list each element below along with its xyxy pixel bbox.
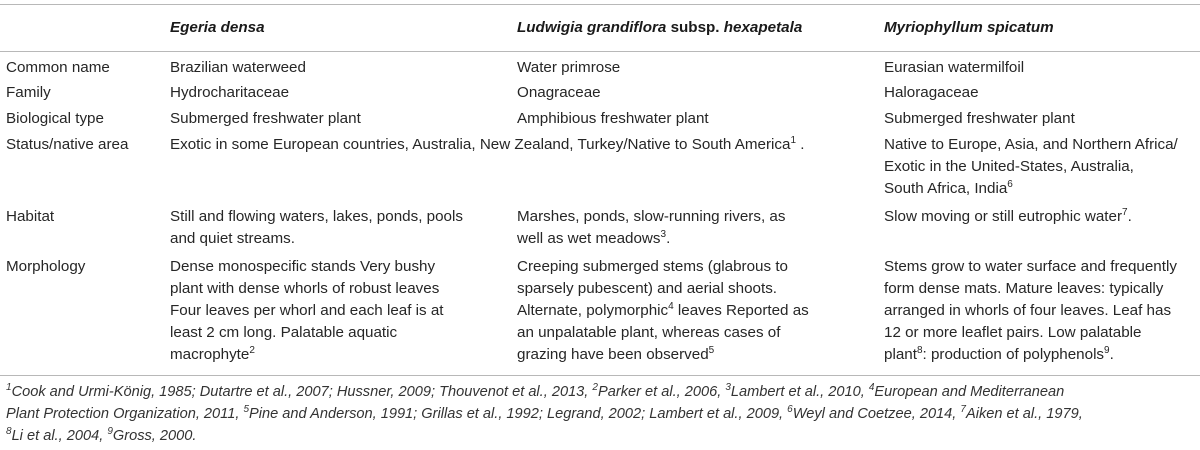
- myrio-morphology-line-2: form dense mats. Mature leaves: typically: [884, 280, 1164, 297]
- row-label-family: Family: [6, 84, 51, 101]
- ludwigia-common-name: Water primrose: [517, 59, 621, 76]
- footnote-sup: 8: [6, 426, 12, 438]
- myrio-status-line-1: Native to Europe, Asia, and Northern Africa/: [884, 136, 1178, 153]
- egeria-morphology-line-2: plant with dense whorls of robust leaves: [170, 280, 440, 297]
- table-top-rule: [0, 4, 1200, 5]
- footnote-ref: Pine and Anderson, 1991; Grillas et al., 1992; Legrand, 2002; Lambert et al., 2009,: [249, 406, 788, 422]
- row-label-common-name: Common name: [6, 59, 110, 76]
- ludwigia-morphology-line-3: [517, 300, 809, 322]
- header-myriophyllum: Myriophyllum spicatum: [884, 19, 1054, 36]
- egeria-morphology-sup: 2: [249, 344, 255, 356]
- egeria-morphology-line-5: [170, 344, 255, 366]
- myrio-morphology-line-5b: : production of polyphenols: [922, 346, 1105, 363]
- egeria-morphology-line-1: Dense monospecific stands Very bushy: [170, 258, 436, 275]
- myrio-status-line-3: [884, 178, 1013, 200]
- ludwigia-morphology-line-5: [517, 344, 714, 366]
- egeria-habitat-line-1: Still and flowing waters, lakes, ponds, pools: [170, 208, 463, 225]
- header-ludwigia-species: Ludwigia grandiflora: [517, 19, 667, 36]
- ludwigia-family: Onagraceae: [517, 84, 601, 101]
- ludwigia-habitat-sup: 3: [660, 228, 667, 240]
- footnote-sup: 3: [725, 382, 731, 394]
- footnote-ref: Li et al., 2004,: [11, 428, 108, 444]
- myrio-morphology-line-5a: plant: [884, 346, 917, 363]
- egeria-common-name: Brazilian waterweed: [170, 59, 306, 76]
- egeria-morphology-line-3: Four leaves per whorl and each leaf is at: [170, 302, 444, 319]
- footnote-ref: Gross, 2000.: [112, 428, 197, 444]
- footnote-line-3: [6, 425, 196, 447]
- footnote-ref: Lambert et al., 2010,: [730, 384, 869, 400]
- status-shared-text: Exotic in some European countries, Australia, New Zealand, Turkey/Native to South America: [170, 136, 791, 153]
- footnote-sup: 7: [960, 404, 966, 416]
- ludwigia-morphology-sup-2: 5: [708, 344, 715, 356]
- myrio-common-name: Eurasian watermilfoil: [884, 59, 1025, 76]
- footnote-line-2: [6, 403, 1083, 425]
- myrio-family: Haloragaceae: [884, 84, 979, 101]
- egeria-biological-type: Submerged freshwater plant: [170, 110, 361, 127]
- ludwigia-morphology-line-3b: leaves Reported as: [673, 302, 809, 319]
- footnote-ref: European and Mediterranean: [874, 384, 1065, 400]
- footnote-sup: 2: [592, 382, 598, 394]
- egeria-ludwigia-status: [170, 134, 804, 156]
- myrio-status-line-3-text: South Africa, India: [884, 180, 1008, 197]
- row-label-biological-type: Biological type: [6, 110, 104, 127]
- myrio-habitat: [884, 206, 1132, 228]
- myrio-habitat-tail: .: [1127, 208, 1132, 225]
- myrio-habitat-text: Slow moving or still eutrophic water: [884, 208, 1123, 225]
- footnote-ref: Cook and Urmi-König, 1985; Dutartre et al., 2007; Hussner, 2009; Thouvenot et al., 2013,: [11, 384, 593, 400]
- row-label-status: Status/native area: [6, 136, 129, 153]
- myrio-morphology-sup-1: 8: [916, 344, 923, 356]
- header-ludwigia-subsp: subsp.: [666, 19, 724, 36]
- egeria-habitat-line-2: and quiet streams.: [170, 230, 295, 247]
- footnote-ref: Aiken et al., 1979,: [965, 406, 1083, 422]
- ludwigia-habitat-line-1: Marshes, ponds, slow-running rivers, as: [517, 208, 786, 225]
- myrio-morphology-sup-2: 9: [1104, 344, 1110, 356]
- myrio-biological-type: Submerged freshwater plant: [884, 110, 1075, 127]
- footnote-sup: 6: [787, 404, 793, 416]
- footnote-ref: Weyl and Coetzee, 2014,: [792, 406, 961, 422]
- header-bottom-rule: [0, 51, 1200, 52]
- myrio-morphology-line-5: [884, 344, 1114, 366]
- ludwigia-biological-type: Amphibious freshwater plant: [517, 110, 709, 127]
- myrio-morphology-line-4: 12 or more leaflet pairs. Low palatable: [884, 324, 1142, 341]
- ludwigia-habitat-line-2: [517, 228, 670, 250]
- ludwigia-morphology-line-5-text: grazing have been observed: [517, 346, 709, 363]
- ludwigia-habitat-line-2-text: well as wet meadows: [517, 230, 661, 247]
- myrio-morphology-line-1: Stems grow to water surface and frequently: [884, 258, 1177, 275]
- ludwigia-morphology-line-1: Creeping submerged stems (glabrous to: [517, 258, 788, 275]
- status-shared-sup: 1: [790, 134, 797, 146]
- footnote-ref: Plant Protection Organization, 2011,: [6, 406, 244, 422]
- ludwigia-morphology-line-2: sparsely pubescent) and aerial shoots.: [517, 280, 778, 297]
- header-ludwigia-variety: hexapetala: [723, 19, 803, 36]
- myrio-status-sup: 6: [1007, 178, 1013, 190]
- footnote-sup: 1: [6, 382, 12, 394]
- ludwigia-morphology-line-4: an unpalatable plant, whereas cases of: [517, 324, 781, 341]
- myrio-morphology-line-5c: .: [1109, 346, 1114, 363]
- footnote-sup: 5: [243, 404, 249, 416]
- egeria-morphology-last-text: macrophyte: [170, 346, 250, 363]
- ludwigia-habitat-tail: .: [666, 230, 671, 247]
- ludwigia-morphology-line-3a: Alternate, polymorphic: [517, 302, 669, 319]
- ludwigia-morphology-sup-1: 4: [668, 300, 674, 312]
- status-shared-tail: .: [796, 136, 805, 153]
- header-egeria-densa: Egeria densa: [170, 19, 265, 36]
- table-bottom-rule: [0, 375, 1200, 376]
- row-label-habitat: Habitat: [6, 208, 55, 225]
- footnote-line-1: [6, 381, 1064, 403]
- myrio-habitat-sup: 7: [1122, 206, 1128, 218]
- myrio-status-line-2: Exotic in the United-States, Australia,: [884, 158, 1134, 175]
- header-ludwigia: [517, 17, 802, 39]
- footnote-sup: 9: [107, 426, 113, 438]
- row-label-morphology: Morphology: [6, 258, 86, 275]
- egeria-family: Hydrocharitaceae: [170, 84, 290, 101]
- egeria-morphology-line-4: least 2 cm long. Palatable aquatic: [170, 324, 398, 341]
- footnote-sup: 4: [868, 382, 875, 394]
- footnote-ref: Parker et al., 2006,: [597, 384, 726, 400]
- myrio-morphology-line-3: arranged in whorls of four leaves. Leaf has: [884, 302, 1172, 319]
